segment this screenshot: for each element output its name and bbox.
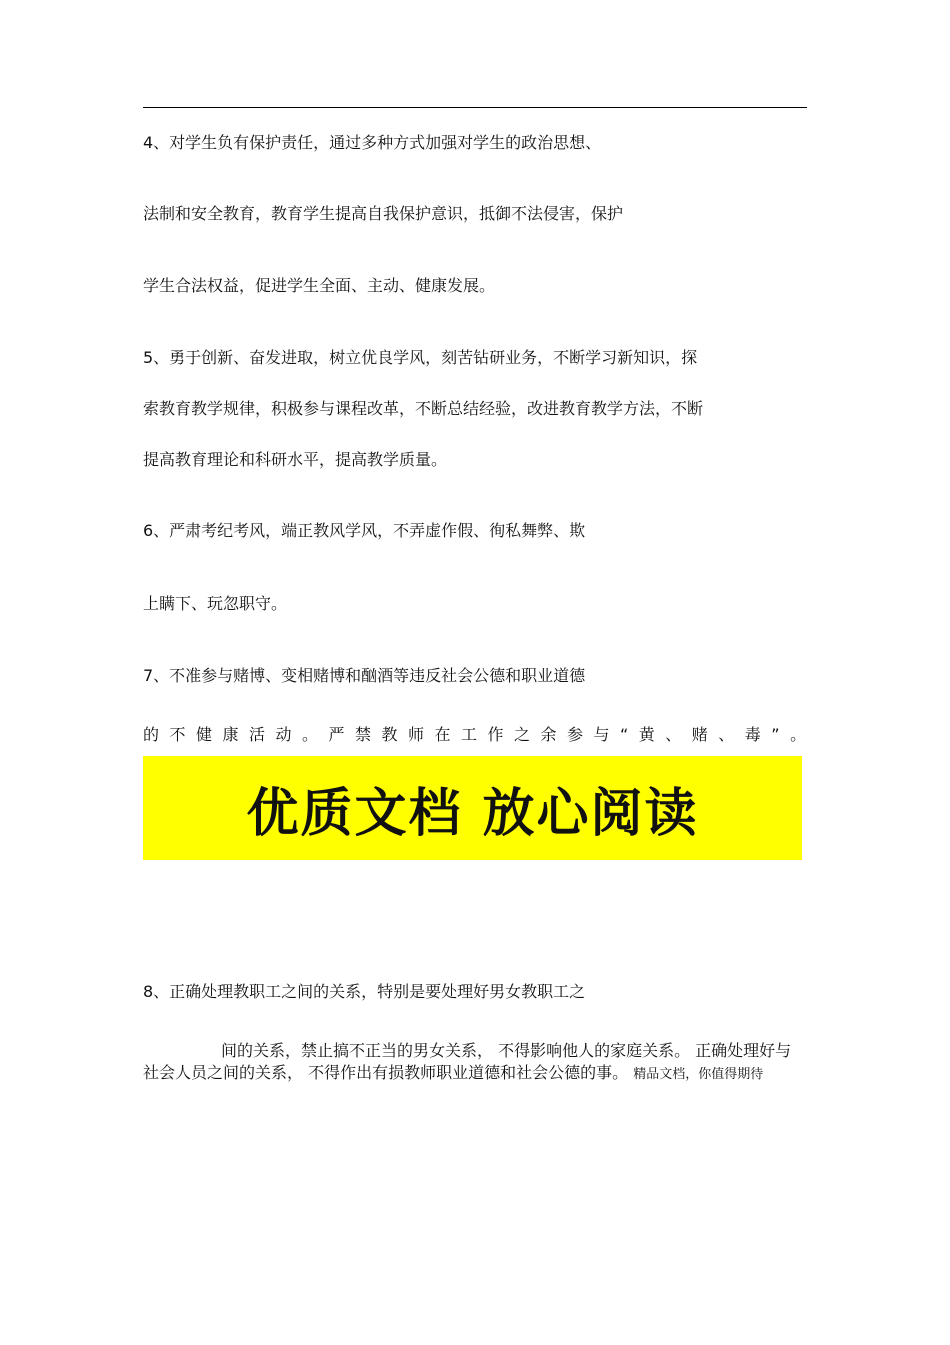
text-line-7: 6、严肃考纪考风，端正教风学风，不弄虚作假、徇私舞弊、欺 [143,521,586,540]
text-line-5: 索教育教学规律，积极参与课程改革，不断总结经验，改进教育教学方法，不断 [143,399,704,418]
text-line-2: 法制和安全教育，教育学生提高自我保护意识，抵御不法侵害，保护 [143,204,624,223]
text-line-9: 7、不准参与赌博、变相赌博和酗酒等违反社会公德和职业道德 [143,666,586,685]
tail-text: 间的关系，禁止搞不正当的男女关系， 不得影响他人的家庭关系。 正确处理好与社会人员之间的关系， 不得作出有损教师职业道德和社会公德的事。 [143,1041,792,1082]
header-rule [143,107,807,108]
text-line-1: 4、对学生负有保护责任，通过多种方式加强对学生的政治思想、 [143,133,602,152]
text-line-8: 上瞒下、玩忽职守。 [143,594,288,613]
promo-banner [143,756,802,860]
footer-text: 精品文档，你值得期待 [633,1067,764,1082]
text-line-11: 8、正确处理教职工之间的关系，特别是要处理好男女教职工之 [143,982,586,1001]
text-line-3: 学生合法权益，促进学生全面、主动、健康发展。 [143,276,496,295]
text-line-4: 5、勇于创新、奋发进取，树立优良学风，刻苦钻研业务，不断学习新知识，探 [143,348,698,367]
text-line-6: 提高教育理论和科研水平，提高教学质量。 [143,450,448,469]
final-paragraph [143,1040,807,1086]
text-line-10: 的不健康活动。严禁教师在工作之余参与“黄、赌、毒”。 [143,725,817,744]
banner-text: 优质文档 放心阅读 [246,783,699,844]
